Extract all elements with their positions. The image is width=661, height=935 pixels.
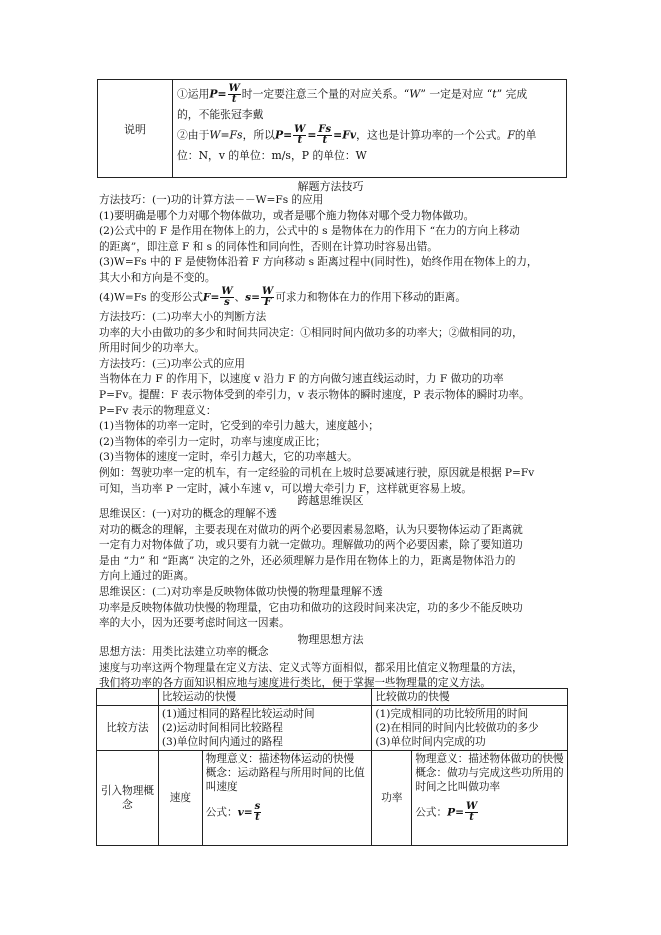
explanation-label: 说明 xyxy=(98,80,173,177)
methods-variant-formula: (4)W=Fs 的变形公式F= $\frac{W}{s}$ 、s= $\frac{W}{F}$ 可求力和物体在力的作用下移动的距离。 xyxy=(99,286,466,308)
methods-block-1: 方法技巧：(一)功的计算方法－－W=Fs 的应用 (1)要明确是哪个力对哪个物体做功，或者是哪个施力物体对哪个受力物体做功。 (2)公式中的 F 是作用在物体上的力，公式中的 s 是物体在力的作用下 “在力的方向上移动 的距离”，即注意 F 和 s 的同体性和同向性，否则在计算功时容易出错。 (3)W=Fs 中的 F 是使物体沿着 F 方向移动 s 距离过程中(同时性)，始终作用在物体上的力， 其大小和方向是不变的。 xyxy=(99,194,538,284)
row-label-concept: 引入物理概念 xyxy=(97,751,159,846)
explanation-line-3: ②由于W=Fs，所以P= $\frac{W}{t}$ = $\frac{Fs}{t}$ =Fv，这也是计算功率的一个公式。F的单 xyxy=(177,124,537,146)
fraction-s-over-t: $\frac{s}{t}$ xyxy=(254,801,261,823)
section-title-misconceptions: 跨越思维误区 xyxy=(297,494,364,507)
header-work: 比较做功的快慢 xyxy=(372,689,568,706)
speed-label: 速度 xyxy=(158,751,202,846)
fraction-w-over-f: $\frac{W}{F}$ xyxy=(262,286,274,308)
thinking-block: 思想方法：用类比法建立功率的概念 速度与功率这两个物理量在定义方法、定义式等方面相似，都采用比值定义物理量的方法， 我们将功率的各方面知识相应地与速度进行类比，便于掌握一些物理量的定义方法。 xyxy=(99,646,523,690)
header-motion: 比较运动的快慢 xyxy=(158,689,372,706)
section-title-thinking: 物理思想方法 xyxy=(297,633,364,646)
misconceptions-block: 思维误区：(一)对功的概念的理解不透 对功的概念的理解，主要表现在对做功的两个必要因素易忽略，认为只要物体运动了距离就 一定有力对物体做了功，或只要有力就一定做功。理解做功的两个必要因素，除了要知道功 是由 “力” 和 “距离” 决定的之外，还必须理解力是作用在物体上的力，距离是物体沿力的 方向上通过的距离。 思维误区：(二)对功率是反映物体做功快慢的物理量理解不透 功率是反映物体做功快慢的物理量，它由功和做功的这段时间来决定，功的多少不能反映功 率的大小，因为还要考虑时间这一因素。 xyxy=(99,508,523,630)
fraction-w-over-t-3: $\frac{W}{t}$ xyxy=(465,801,478,823)
section-title-methods: 解题方法技巧 xyxy=(297,180,364,193)
speed-definition: 物理意义：描述物体运动的快慢 概念：运动路程与所用时间的比值叫速度 公式：v= $\frac{s}{t}$ xyxy=(202,751,372,846)
work-methods: (1)完成相同的功比较所用的时间 (2)在相同的时间内比较做功的多少 (3)单位时间内完成的功 xyxy=(372,706,568,751)
power-definition: 物理意义：描述物体做功的快慢 概念：做功与完成这些功所用的时间之比叫做功率 公式：P= $\frac{W}{t}$ xyxy=(412,751,568,846)
fraction-fs-over-t: $\frac{Fs}{t}$ xyxy=(318,124,332,146)
explanation-line-1: ①运用P= $\frac{W}{t}$ 时一定要注意三个量的对应关系。“W” 一定是对应 “t” 完成 xyxy=(177,83,528,105)
methods-block-2: 方法技巧：(二)功率大小的判断方法 功率的大小由做功的多少和时间共同决定：①相同时间内做功多的功率大；②做相同的功， 所用时间少的功率大。 方法技巧：(三)功率公式的应用 当物体在力 F 的作用下，以速度 v 沿力 F 的方向做匀速直线运动时，力 F 做功的功率 P=Fv。提醒：F 表示物体受到的牵引力，v 表示物体的瞬时速度，P 表示物体的瞬时功率。 P=Fv 表示的物理意义： (1)当物体的功率一定时，它受到的牵引力越大，速度越小； (2)当物体的牵引力一定时，功率与速度成正比； (3)当物体的速度一定时，牵引力越大，它的功率越大。 例如：驾驶功率一定的机车，有一定经验的司机在上坡时总要减速行驶，原因就是根据 P=Fv 可知，当功率 P 一定时，减小车速 v，可以增大牵引力 F，这样就更容易上坡。 xyxy=(99,311,535,495)
comparison-table xyxy=(96,688,568,846)
explanation-table xyxy=(97,79,567,178)
explanation-line-2: 的，不能张冠李戴 xyxy=(177,108,264,121)
power-formula: 公式：P= $\frac{W}{t}$ xyxy=(415,801,478,823)
explanation-content xyxy=(173,80,566,177)
power-label: 功率 xyxy=(372,751,412,846)
fraction-w-over-s: $\frac{W}{s}$ xyxy=(221,286,233,308)
fraction-w-over-t: $\frac{W}{t}$ xyxy=(228,83,240,105)
fraction-w-over-t-2: $\frac{W}{t}$ xyxy=(294,124,306,146)
speed-formula: 公式：v= $\frac{s}{t}$ xyxy=(205,801,261,823)
explanation-line-4: 位：N，v 的单位：m/s，P 的单位：W xyxy=(177,149,367,162)
motion-methods: (1)通过相同的路程比较运动时间 (2)运动时间相同比较路程 (3)单位时间内通过的路程 xyxy=(158,706,372,751)
row-label-method: 比较方法 xyxy=(97,706,159,751)
